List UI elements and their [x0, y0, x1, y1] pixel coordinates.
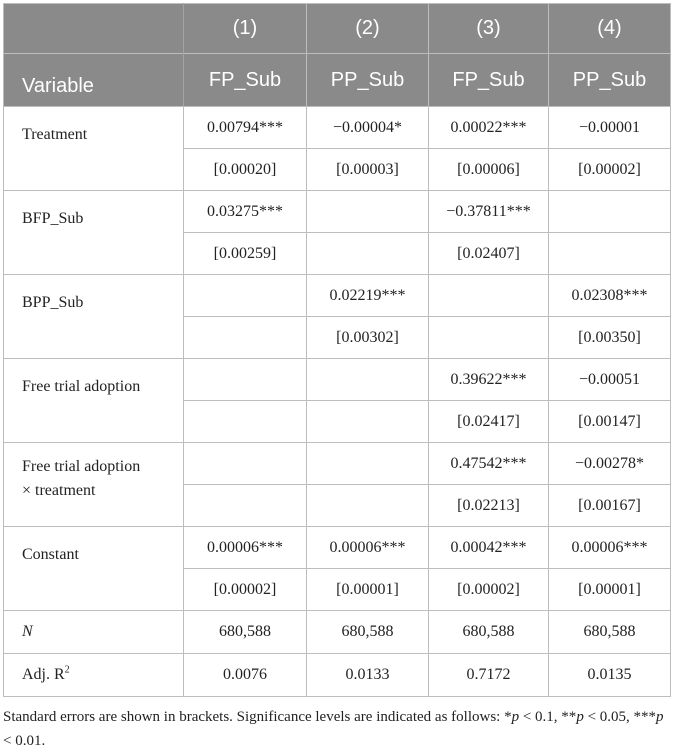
cell-n: 680,588 — [549, 611, 671, 654]
cell-coef: −0.37811*** — [429, 191, 549, 233]
cell-r2: 0.0133 — [307, 654, 429, 697]
adj-r2-label-text: Adj. R — [22, 666, 65, 683]
header-blank-cell — [4, 4, 184, 54]
cell-se: [0.00002] — [184, 569, 307, 611]
cell-se — [549, 233, 671, 275]
cell-coef: 0.00006*** — [307, 527, 429, 569]
cell-coef: −0.00004* — [307, 107, 429, 149]
cell-se: [0.00001] — [307, 569, 429, 611]
cell-coef: 0.39622*** — [429, 359, 549, 401]
cell-se: [0.00167] — [549, 485, 671, 527]
cell-se: [0.00147] — [549, 401, 671, 443]
cell-se — [429, 317, 549, 359]
row-label-interaction-line2: × treatment — [22, 482, 96, 499]
note-text-2: < 0.1, ** — [519, 709, 577, 725]
row-label-free-trial: Free trial adoption — [4, 359, 184, 443]
note-text-1: Standard errors are shown in brackets. Significance levels are indicated as follows: * — [3, 709, 512, 725]
row-label-treatment: Treatment — [4, 107, 184, 191]
note-text-4: < 0.01. — [3, 733, 46, 749]
row-label-adj-r2 — [4, 654, 184, 697]
cell-r2: 0.0135 — [549, 654, 671, 697]
cell-coef — [184, 275, 307, 317]
cell-se: [0.00006] — [429, 149, 549, 191]
dep-var-1: FP_Sub — [184, 54, 307, 107]
cell-se: [0.00259] — [184, 233, 307, 275]
cell-se: [0.00001] — [549, 569, 671, 611]
row-label-bpp-sub: BPP_Sub — [4, 275, 184, 359]
cell-coef: 0.00022*** — [429, 107, 549, 149]
cell-n: 680,588 — [184, 611, 307, 654]
note-p-2: p — [576, 709, 584, 725]
variable-header: Variable — [4, 54, 184, 107]
header-row-dependent — [4, 54, 671, 107]
cell-se — [184, 401, 307, 443]
cell-se: [0.02417] — [429, 401, 549, 443]
cell-coef — [549, 191, 671, 233]
note-p-3: p — [656, 709, 664, 725]
cell-coef: −0.00278* — [549, 443, 671, 485]
note-p-1: p — [511, 709, 520, 725]
cell-se — [307, 401, 429, 443]
header-row-numbers — [4, 4, 671, 54]
cell-se — [184, 317, 307, 359]
cell-se — [307, 485, 429, 527]
dep-var-3: FP_Sub — [429, 54, 549, 107]
cell-coef: 0.02219*** — [307, 275, 429, 317]
table-row-interaction-coef — [4, 443, 671, 485]
col-number-4: (4) — [549, 4, 671, 54]
table-row-free-trial-coef — [4, 359, 671, 401]
cell-coef — [307, 191, 429, 233]
dep-var-2: PP_Sub — [307, 54, 429, 107]
cell-se — [184, 485, 307, 527]
cell-n: 680,588 — [307, 611, 429, 654]
adj-r2-label-sup: 2 — [64, 664, 70, 676]
cell-se: [0.00002] — [549, 149, 671, 191]
cell-coef: −0.00051 — [549, 359, 671, 401]
cell-coef: 0.02308*** — [549, 275, 671, 317]
table-row-n — [4, 611, 671, 654]
cell-r2: 0.0076 — [184, 654, 307, 697]
cell-se: [0.00302] — [307, 317, 429, 359]
cell-coef: 0.00006*** — [549, 527, 671, 569]
cell-n: 680,588 — [429, 611, 549, 654]
cell-se: [0.02213] — [429, 485, 549, 527]
table-row-bfp-coef — [4, 191, 671, 233]
cell-se: [0.02407] — [429, 233, 549, 275]
cell-se: [0.00002] — [429, 569, 549, 611]
cell-coef: 0.00794*** — [184, 107, 307, 149]
regression-table — [3, 3, 671, 697]
cell-coef — [184, 359, 307, 401]
row-label-interaction-line1: Free trial adoption — [22, 458, 141, 475]
table-row-treatment-coef — [4, 107, 671, 149]
cell-coef: 0.03275*** — [184, 191, 307, 233]
col-number-3: (3) — [429, 4, 549, 54]
row-label-n: N — [4, 611, 184, 654]
row-label-interaction — [4, 443, 184, 527]
cell-coef — [307, 359, 429, 401]
cell-coef — [307, 443, 429, 485]
cell-coef: 0.47542*** — [429, 443, 549, 485]
cell-coef: 0.00006*** — [184, 527, 307, 569]
cell-se: [0.00350] — [549, 317, 671, 359]
note-text-3: < 0.05, *** — [583, 709, 657, 725]
cell-se: [0.00020] — [184, 149, 307, 191]
table-row-constant-coef — [4, 527, 671, 569]
cell-coef — [184, 443, 307, 485]
cell-se — [307, 233, 429, 275]
col-number-1: (1) — [184, 4, 307, 54]
row-label-constant: Constant — [4, 527, 184, 611]
table-row-bpp-coef — [4, 275, 671, 317]
dep-var-4: PP_Sub — [549, 54, 671, 107]
row-label-bfp-sub: BFP_Sub — [4, 191, 184, 275]
col-number-2: (2) — [307, 4, 429, 54]
cell-se: [0.00003] — [307, 149, 429, 191]
cell-coef — [429, 275, 549, 317]
table-row-adj-r2 — [4, 654, 671, 697]
cell-r2: 0.7172 — [429, 654, 549, 697]
cell-coef: −0.00001 — [549, 107, 671, 149]
cell-coef: 0.00042*** — [429, 527, 549, 569]
